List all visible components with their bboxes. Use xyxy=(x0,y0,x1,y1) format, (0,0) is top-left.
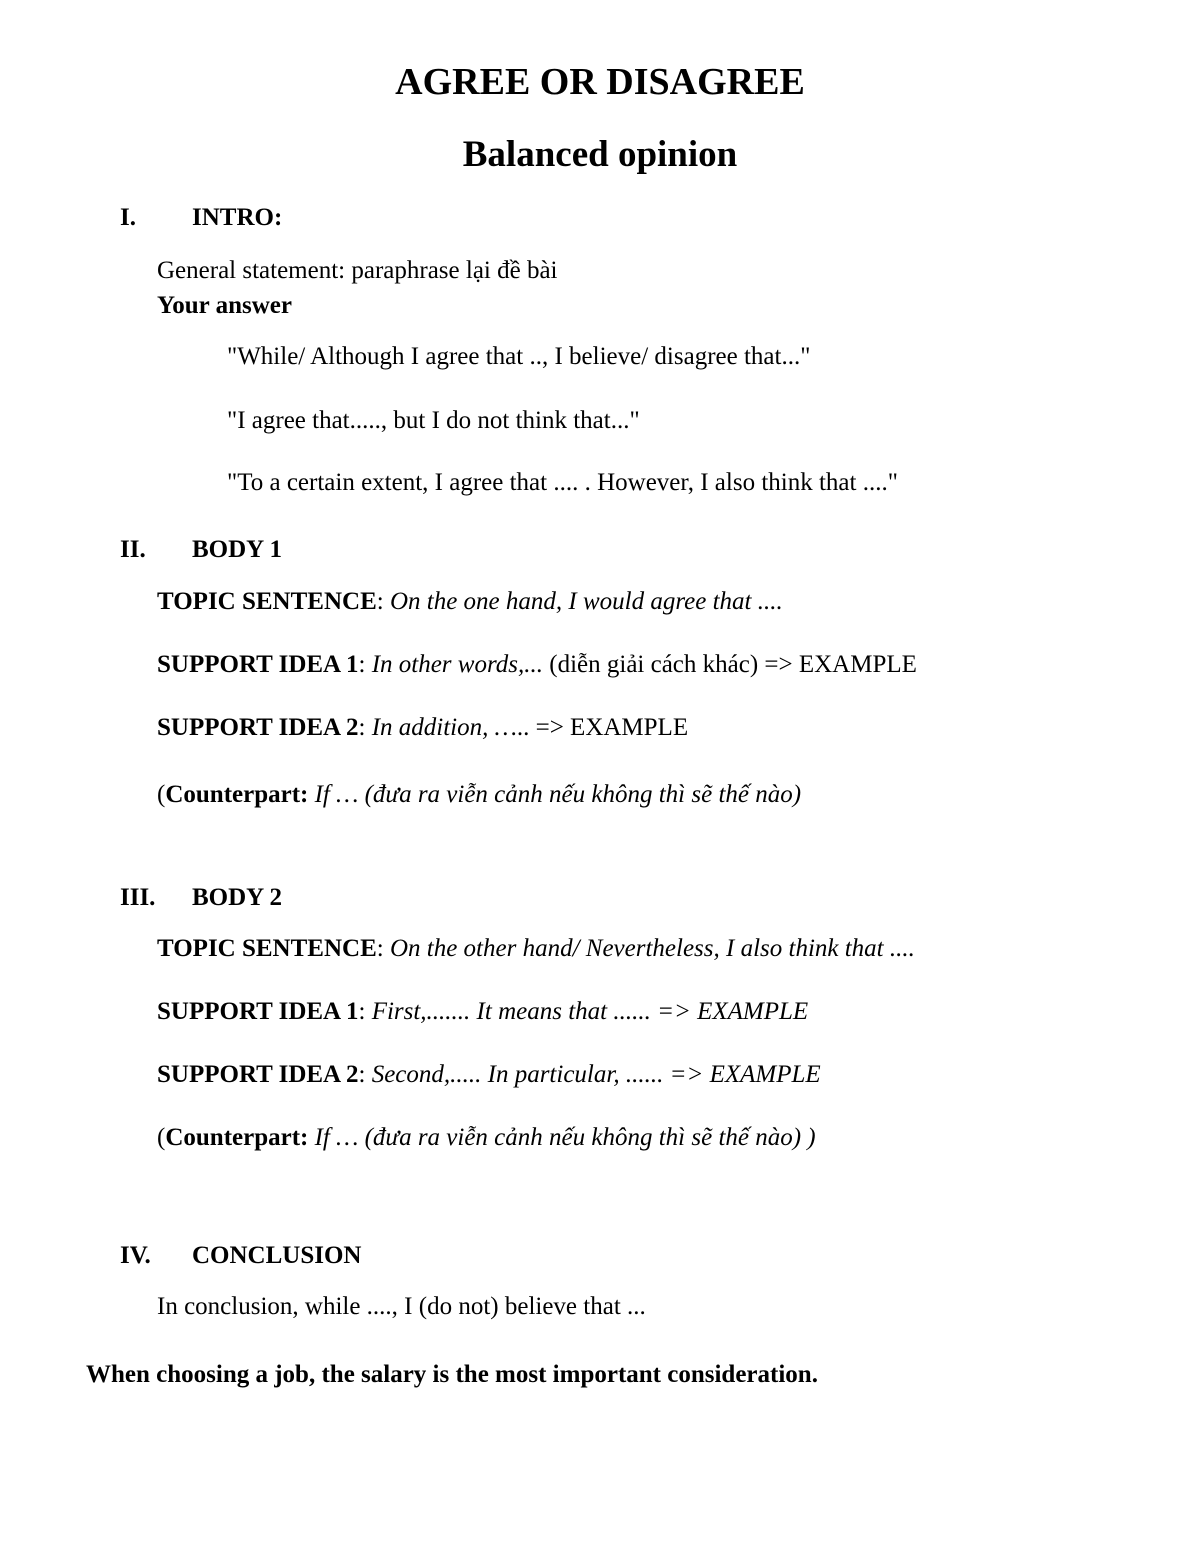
section-number: IV. xyxy=(120,1242,151,1269)
answer-template-1: "While/ Although I agree that .., I believe/ disagree that..." xyxy=(227,343,811,370)
section-title: CONCLUSION xyxy=(192,1242,362,1269)
support-italic: In addition, … xyxy=(371,714,517,741)
support-label: SUPPORT IDEA 1 xyxy=(157,651,359,678)
page-title: AGREE OR DISAGREE xyxy=(395,61,805,103)
support-italic: Second,..... In particular, ...... => EXAMPLE xyxy=(371,1061,821,1088)
answer-template-3: "To a certain extent, I agree that .... . However, I also think that ...." xyxy=(227,469,898,496)
section-title: BODY 1 xyxy=(192,536,283,563)
support-rest: .. => EXAMPLE xyxy=(516,714,689,741)
answer-template-2: "I agree that....., but I do not think that..." xyxy=(227,407,640,434)
section-number: III. xyxy=(120,884,156,911)
body1-topic-sentence: TOPIC SENTENCE: On the one hand, I would agree that .... xyxy=(157,588,783,615)
body2-topic-sentence: TOPIC SENTENCE: On the other hand/ Nevertheless, I also think that .... xyxy=(157,935,915,962)
topic-text: On the other hand/ Nevertheless, I also think that .... xyxy=(389,935,915,962)
body1-support-idea-2: SUPPORT IDEA 2: In addition, ….. => EXAMPLE xyxy=(157,714,689,741)
counterpart-text: If … (đưa ra viễn cảnh nếu không thì sẽ thế nào) ) xyxy=(314,1124,816,1151)
general-statement: General statement: paraphrase lại đề bài xyxy=(157,257,558,284)
section-title: INTRO: xyxy=(192,204,283,231)
section-title: BODY 2 xyxy=(192,884,283,911)
topic-text: On the one hand, I would agree that .... xyxy=(389,588,783,615)
topic-label: TOPIC SENTENCE xyxy=(157,588,377,615)
essay-prompt: When choosing a job, the salary is the most important consideration. xyxy=(86,1361,818,1388)
counterpart-text: If … (đưa ra viễn cảnh nếu không thì sẽ thế nào) xyxy=(314,781,802,808)
section-number: II. xyxy=(120,536,146,563)
body2-support-idea-1: SUPPORT IDEA 1: First,....... It means that ...... => EXAMPLE xyxy=(157,998,809,1025)
support-rest: (diễn giải cách khác) => EXAMPLE xyxy=(543,651,917,678)
your-answer-label: Your answer xyxy=(157,292,292,319)
body2-counterpart: (Counterpart: If … (đưa ra viễn cảnh nếu không thì sẽ thế nào) ) xyxy=(157,1124,816,1151)
support-italic: In other words,... xyxy=(371,651,543,678)
support-label: SUPPORT IDEA 1 xyxy=(157,998,359,1025)
counterpart-label: Counterpart: xyxy=(165,781,309,808)
body1-support-idea-1: SUPPORT IDEA 1: In other words,... (diễn giải cách khác) => EXAMPLE xyxy=(157,651,917,678)
conclusion-text: In conclusion, while ...., I (do not) believe that ... xyxy=(157,1293,646,1320)
support-italic: First,....... It means that ...... => EXAMPLE xyxy=(371,998,809,1025)
counterpart-label: Counterpart: xyxy=(165,1124,309,1151)
topic-label: TOPIC SENTENCE xyxy=(157,935,377,962)
support-label: SUPPORT IDEA 2 xyxy=(157,1061,359,1088)
page-subtitle: Balanced opinion xyxy=(462,134,738,175)
body1-counterpart: (Counterpart: If … (đưa ra viễn cảnh nếu không thì sẽ thế nào) xyxy=(157,781,802,808)
body2-support-idea-2: SUPPORT IDEA 2: Second,..... In particular, ...... => EXAMPLE xyxy=(157,1061,821,1088)
support-label: SUPPORT IDEA 2 xyxy=(157,714,359,741)
section-number: I. xyxy=(120,204,136,231)
